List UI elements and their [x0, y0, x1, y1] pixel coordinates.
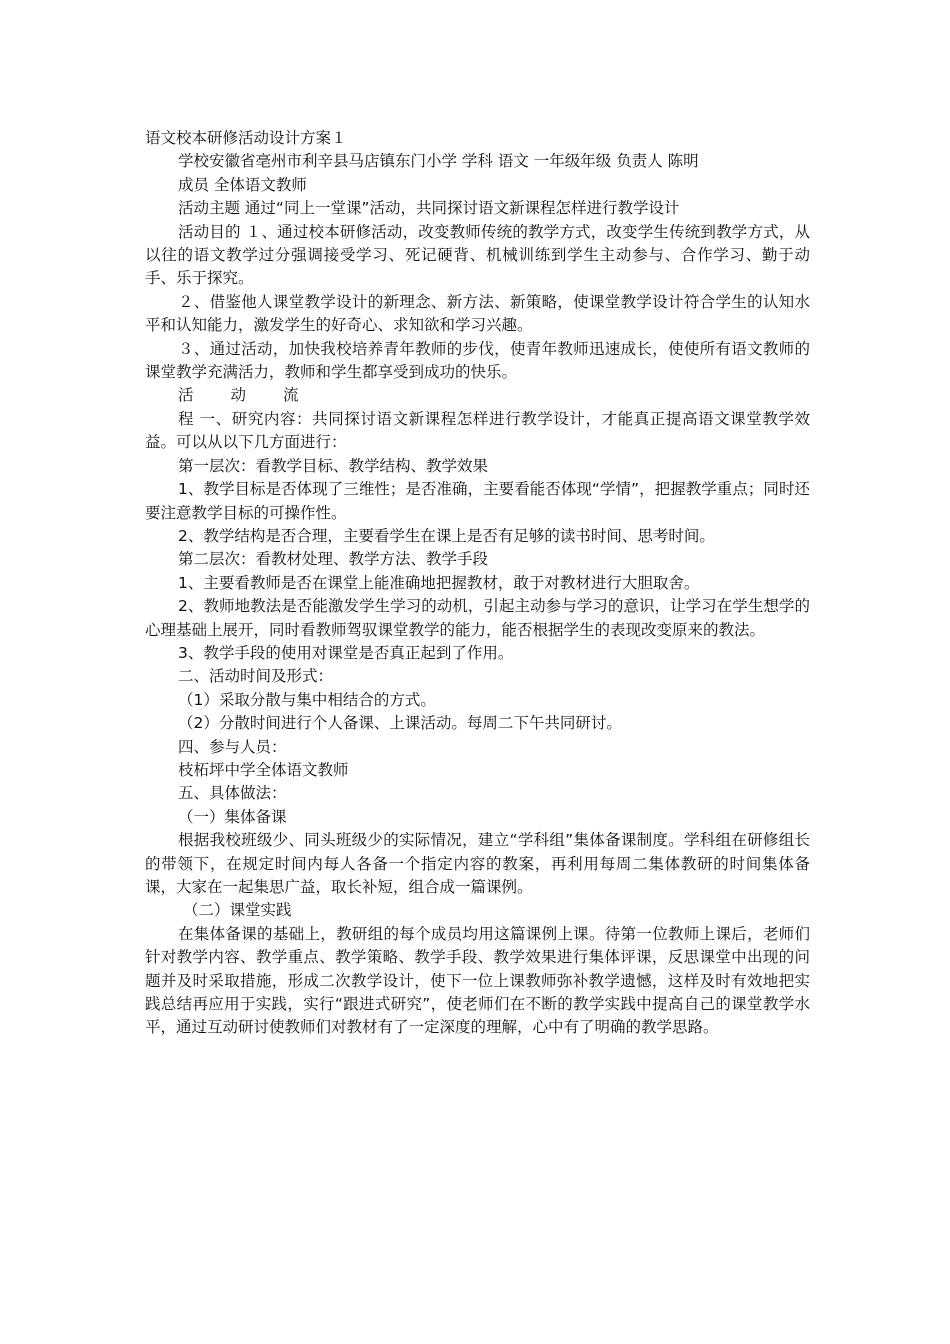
practice-body: 在集体备课的基础上，教研组的每个成员均用这篇课例上课。待第一位教师上课后，老师们针对教学内容、教学重点、教学策略、教学手段、教学效果进行集体评课，反思课堂中出现的问题并及时采取措施，形成二次教学设计，使下一位上课教师弥补教学遗憾，这样及时有效地把实践总结再应用于实践，实行“跟进式研究”，使老师们在不断的教学实践中提高自己的课堂教学水平，通过互动研讨使教师们对教材有了一定深度的理解，心中有了明确的教学思路。: [145, 924, 810, 1037]
group-prep-heading: （一）集体备课: [178, 807, 287, 826]
process-heading-char-1: 活: [178, 386, 194, 405]
time-form-item-1: （1）采取分散与集中相结合的方式。: [178, 690, 436, 709]
level-two-item-1: 1、主要看教师是否在课堂上能准确地把握教材，敢于对教材进行大胆取舍。: [178, 573, 700, 592]
activity-goal-1: 活动目的 １、通过校本研修活动，改变教师传统的教学方式，改变学生传统到教学方式，从以往的语文教学过分强调接受学习、死记硬背、机械训练到学生主动参与、合作学习、勤于动手、乐于探究。: [145, 222, 810, 288]
practice-heading: （二）课堂实践: [183, 901, 292, 920]
document-body: [145, 127, 810, 1040]
level-two-item-3: 3、教学手段的使用对课堂是否真正起到了作用。: [178, 643, 514, 662]
school-info-line: 学校安徽省亳州市利辛县马店镇东门小学 学科 语文 一年级年级 负责人 陈明: [178, 152, 699, 171]
document-title: 语文校本研修活动设计方案１: [145, 129, 347, 147]
group-prep-body: 根据我校班级少、同头班级少的实际情况，建立“学科组”集体备课制度。学科组在研修组长的带领下，在规定时间内每人各备一个指定内容的教案，再利用每周二集体教研的时间集体备课，大家在一起集思广益，取长补短，组合成一篇课例。: [145, 831, 810, 896]
participants-value: 枝柘坪中学全体语文教师: [178, 760, 349, 779]
time-form-item-2: （2）分散时间进行个人备课、上课活动。每周二下午共同研讨。: [178, 714, 622, 733]
research-content: 程 一、研究内容：共同探讨语文新课程怎样进行教学设计，才能真正提高语文课堂教学效益。可以从以下几方面进行：: [145, 409, 810, 452]
process-heading-char-3: 流: [283, 386, 299, 405]
level-one-item-2: 2、教学结构是否合理，主要看学生在课上是否有足够的读书时间、思考时间。: [178, 526, 715, 545]
process-heading: [145, 384, 810, 407]
methods-heading: 五、具体做法：: [178, 784, 287, 803]
activity-goal-3: ３、通过活动，加快我校培养青年教师的步伐，使青年教师迅速成长，使使所有语文教师的课堂教学充满活力，教师和学生都享受到成功的快乐。: [145, 339, 810, 382]
activity-goal-2: ２、借鉴他人课堂教学设计的新理念、新方法、新策略，使课堂教学设计符合学生的认知水平和认知能力，激发学生的好奇心、求知欲和学习兴趣。: [145, 292, 810, 335]
activity-theme: 活动主题 通过“同上一堂课”活动，共同探讨语文新课程怎样进行教学设计: [178, 199, 680, 218]
members-line: 成员 全体语文教师: [178, 175, 307, 194]
process-heading-char-2: 动: [230, 386, 247, 405]
level-one-item-1: 1、教学目标是否体现了三维性；是否准确，主要看能否体现“学情”，把握教学重点；同时还要注意教学目标的可操作性。: [145, 480, 810, 522]
time-form-heading: 二、活动时间及形式：: [178, 667, 334, 686]
participants-heading: 四、参与人员：: [178, 737, 287, 756]
level-one-heading: 第一层次：看教学目标、教学结构、教学效果: [178, 456, 489, 475]
level-two-item-2: 2、教师地教法是否能激发学生学习的动机，引起主动参与学习的意识，让学习在学生想学的心理基础上展开，同时看教师驾驭课堂教学的能力，能否根据学生的表现改变原来的教法。: [145, 597, 810, 639]
level-two-heading: 第二层次：看教材处理、教学方法、教学手段: [178, 550, 489, 569]
